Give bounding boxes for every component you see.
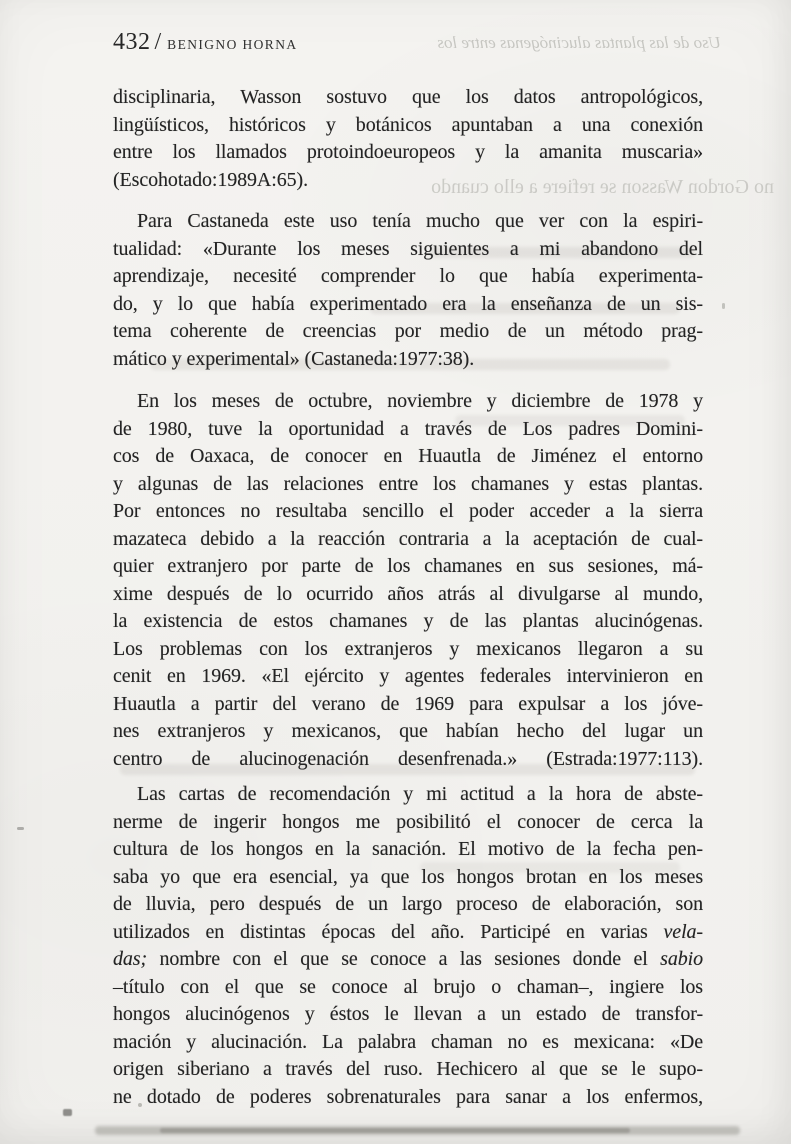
text-line: saba yo que era esencial, ya que los hongos brotan en los meses — [113, 865, 703, 888]
text-line: ne dotado de poderes sobrenaturales para sanar a los enfermos, — [113, 1085, 703, 1108]
text-line: Para Castaneda este uso tenía mucho que ver con la espiri- — [137, 210, 703, 232]
scan-shadow — [160, 1128, 630, 1133]
text-line: de 1980, tuve la oportunidad a través de Los padres Domini- — [113, 417, 703, 440]
text-line: mazateca debido a la reacción contraria a la aceptación de cual- — [113, 527, 703, 550]
text-line: Las cartas de recomendación y mi actitud a la hora de abste- — [137, 783, 703, 805]
text-line: cultura de los hongos en la sanación. El motivo de la fecha pen- — [113, 838, 703, 860]
text-line: disciplinaria, Wasson sostuvo que los datos antropológicos, — [113, 86, 703, 108]
text-line: utilizados en distintas épocas del año. Participé en varias vela- — [113, 920, 703, 943]
scan-shadow — [95, 1126, 740, 1135]
paragraph — [113, 84, 703, 194]
scan-speck — [17, 827, 24, 830]
text-line: Huautla a partir del verano de 1969 para expulsar a los jóve- — [113, 692, 703, 715]
bleed-through-running-head: Uso de las plantas alucinógenas entre los — [437, 33, 721, 52]
text-line: centro de alucinogenación desenfrenada.» (Estrada:1977:113). — [113, 747, 703, 770]
text-line: das; nombre con el que se conoce a las sesiones donde el sabio — [113, 948, 703, 970]
text-line: nes extranjeros y mexicanos, que habían hecho del lugar un — [113, 720, 703, 742]
text-line: nerme de ingerir hongos me posibilitó el conocer de cerca la — [113, 810, 703, 833]
text-line: xime después de lo ocurrido años atrás al divulgarse al mundo, — [113, 582, 703, 605]
text-line: do, y lo que había experimentado era la enseñanza de un sis- — [113, 292, 703, 315]
text-line: quier extranjero por parte de los chamanes en sus sesiones, má- — [113, 555, 703, 577]
header-separator: / — [154, 29, 162, 55]
author-name: BENIGNO HORNA — [167, 37, 298, 52]
text-line: Por entonces no resultaba sencillo el poder acceder a la sierra — [113, 500, 703, 522]
text-line: la existencia de estos chamanes y de las plantas alucinógenas. — [113, 610, 703, 632]
text-line: mático y experimental» (Castaneda:1977:38). — [113, 347, 475, 370]
text-line: (Escohotado:1989A:65). — [113, 168, 308, 191]
text-line: hongos alucinógenos y éstos le llevan a un estado de transfor- — [113, 1003, 703, 1025]
scan-speck — [63, 1109, 72, 1116]
text-line: cenit en 1969. «El ejército y agentes federales intervinieron en — [113, 665, 703, 687]
paragraph — [113, 208, 703, 373]
scan-speck — [722, 303, 725, 309]
text-line: En los meses de octubre, noviembre y diciembre de 1978 y — [137, 390, 703, 412]
text-line: tualidad: «Durante los meses siguientes a mi abandono del — [113, 237, 703, 260]
text-line: y algunas de las relaciones entre los chamanes y estas plantas. — [113, 472, 703, 495]
text-line: de lluvia, pero después de un largo proceso de elaboración, son — [113, 893, 703, 915]
bleed-through-text-line: no Gordon Wasson se refiere a ello cuando — [431, 176, 774, 198]
paragraph — [113, 388, 703, 773]
text-line: entre los llamados protoindoeuropeos y la amanita muscaria» — [113, 141, 703, 163]
page-number: 432 — [113, 29, 151, 55]
text-line: mación y alucinación. La palabra chaman no es mexicana: «De — [113, 1030, 703, 1053]
paragraph — [113, 781, 703, 1111]
text-line: cos de Oaxaca, de conocer en Huautla de Jiménez el entorno — [113, 445, 703, 467]
text-line: aprendizaje, necesité comprender lo que había experimenta- — [113, 265, 703, 287]
text-line: –título con el que se conoce al brujo o chaman–, ingiere los — [113, 975, 703, 998]
body-text — [113, 0, 703, 1111]
text-line: lingüísticos, históricos y botánicos apuntaban a una conexión — [113, 113, 703, 136]
text-line: origen siberiano a través del ruso. Hechicero al que se le supo- — [113, 1058, 703, 1080]
text-line: tema coherente de creencias por medio de un método prag- — [113, 320, 703, 342]
text-line: Los problemas con los extranjeros y mexicanos llegaron a su — [113, 637, 703, 660]
